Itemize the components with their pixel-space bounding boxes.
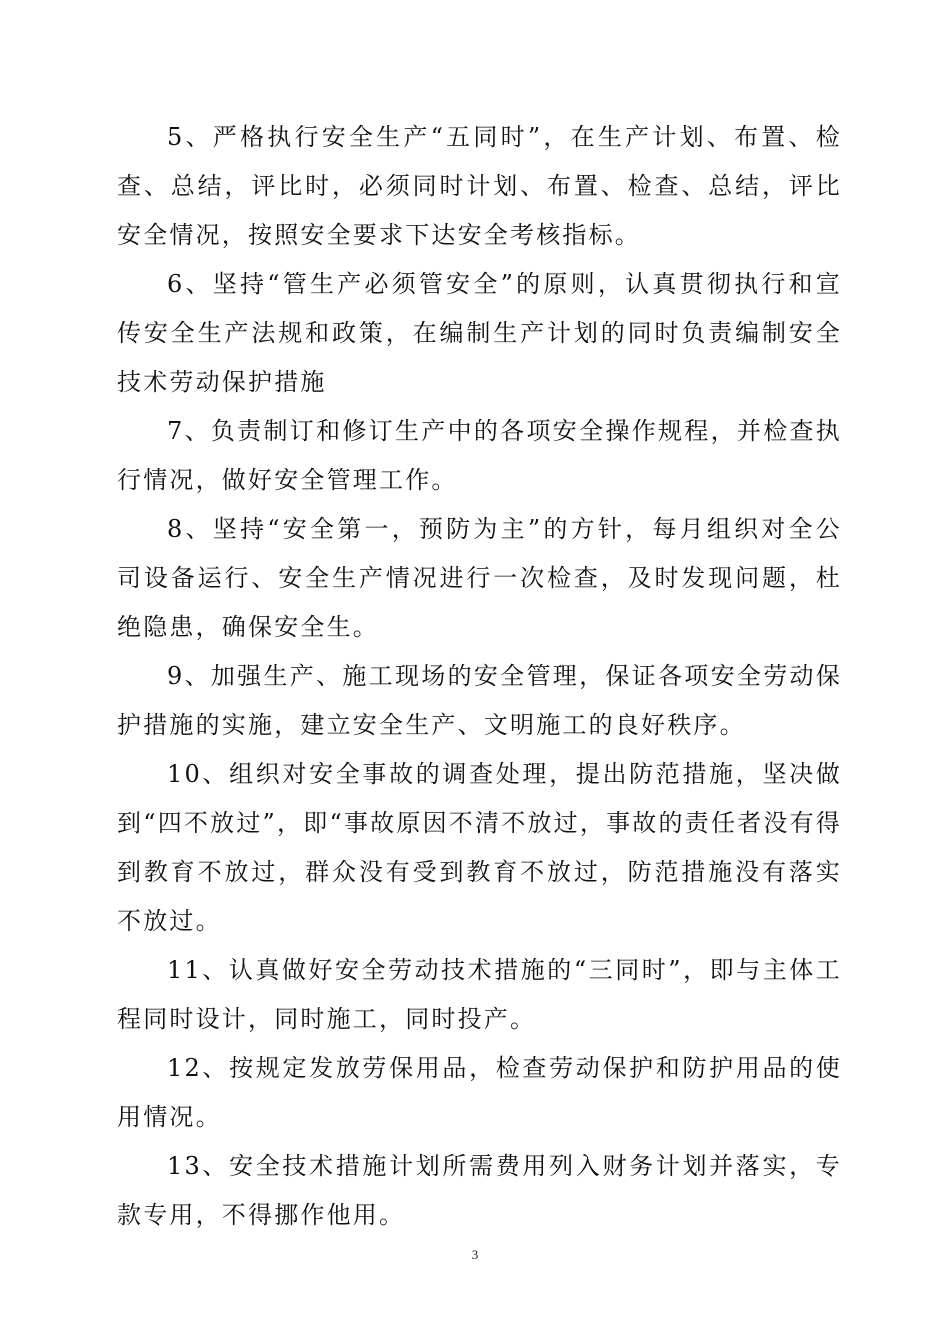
paragraph-item-12: 12、按规定发放劳保用品，检查劳动保护和防护用品的使用情况。 (117, 1054, 842, 1131)
paragraph-item-6: 6、坚持“管生产必须管安全”的原则，认真贯彻执行和宣传安全生产法规和政策，在编制生产计划的同时负责编制安全技术劳动保护措施 (117, 270, 842, 396)
paragraph-item-10: 10、组织对安全事故的调查处理，提出防范措施，坚决做到“四不放过”，即“事故原因不清不放过，事故的责任者没有得到教育不放过，群众没有受到教育不放过，防范措施没有落实不放过。 (117, 760, 842, 935)
paragraph-item-5: 5、严格执行安全生产“五同时”，在生产计划、布置、检查、总结，评比时，必须同时计划、布置、检查、总结，评比安全情况，按照安全要求下达安全考核指标。 (117, 123, 842, 249)
paragraph-item-11: 11、认真做好安全劳动技术措施的“三同时”，即与主体工程同时设计，同时施工，同时投产。 (117, 956, 842, 1033)
document-body (117, 113, 842, 1240)
page-number: 3 (471, 1247, 479, 1262)
paragraph-item-13: 13、安全技术措施计划所需费用列入财务计划并落实，专款专用，不得挪作他用。 (117, 1152, 842, 1229)
paragraph-item-8: 8、坚持“安全第一，预防为主”的方针，每月组织对全公司设备运行、安全生产情况进行一次检查，及时发现问题，杜绝隐患，确保安全生。 (117, 515, 842, 641)
paragraph-item-9: 9、加强生产、施工现场的安全管理，保证各项安全劳动保护措施的实施，建立安全生产、文明施工的良好秩序。 (117, 662, 842, 739)
paragraph-item-7: 7、负责制订和修订生产中的各项安全操作规程，并检查执行情况，做好安全管理工作。 (117, 417, 842, 494)
